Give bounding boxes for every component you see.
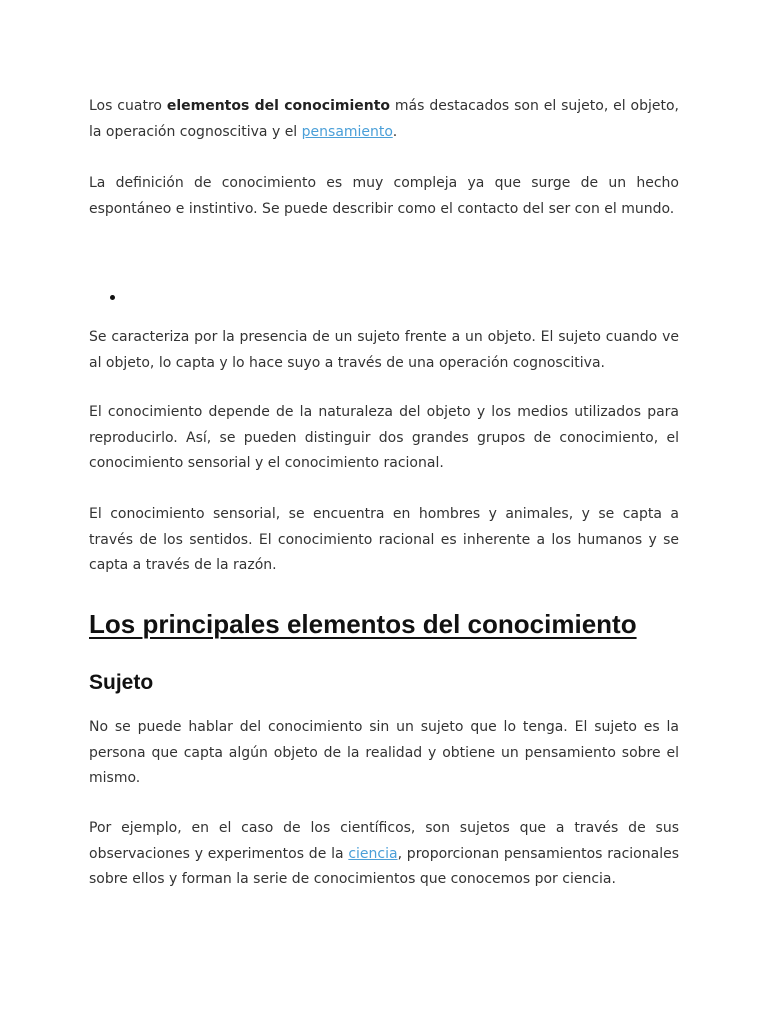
paragraph-sujeto: No se puede hablar del conocimiento sin un sujeto que lo tenga. El sujeto es la persona que capta algún objeto de la realidad y obtiene un pensamiento sobre el mismo. bbox=[89, 719, 679, 786]
paragraph-definition: La definición de conocimiento es muy compleja ya que surge de un hecho espontáneo e instintivo. Se puede describir como el contacto del ser con el mundo. bbox=[89, 175, 679, 217]
example-text-start: Por ejemplo, en el caso de los científicos, son sujetos que a través de sus observaciones y experimentos de la bbox=[89, 820, 679, 862]
subsection-heading-sujeto: Sujeto bbox=[89, 671, 154, 694]
intro-bold-term: elementos del conocimiento bbox=[166, 98, 391, 114]
bullet-point bbox=[110, 289, 118, 297]
section-heading: Los principales elementos del conocimiento bbox=[89, 609, 637, 639]
bullet-dot-icon bbox=[110, 295, 115, 300]
paragraph-example bbox=[89, 816, 679, 893]
intro-text-middle: más destacados son el sujeto, el objeto, la operación cognoscitiva y el bbox=[89, 98, 680, 140]
paragraph-sensorial: El conocimiento sensorial, se encuentra en hombres y animales, y se capta a través de los sentidos. El conocimiento racional es inherente a los humanos y se capta a través de la razón. bbox=[89, 506, 679, 573]
paragraph-characteristics: Se caracteriza por la presencia de un sujeto frente a un objeto. El sujeto cuando ve al objeto, lo capta y lo hace suyo a través de una operación cognoscitiva. bbox=[89, 329, 679, 371]
paragraph-intro bbox=[89, 94, 679, 145]
example-text-end: , proporcionan pensamientos racionales sobre ellos y forman la serie de conocimientos que conocemos por ciencia. bbox=[89, 845, 679, 887]
ciencia-link[interactable]: ciencia bbox=[348, 845, 398, 862]
pensamiento-link[interactable]: pensamiento bbox=[301, 123, 393, 140]
intro-text-start: Los cuatro bbox=[89, 98, 167, 114]
intro-text-end: . bbox=[392, 123, 398, 140]
paragraph-dependence: El conocimiento depende de la naturaleza del objeto y los medios utilizados para reproducirlo. Así, se pueden distinguir dos grandes grupos de conocimiento, el conocimiento sensorial y el conocimiento racional. bbox=[89, 404, 679, 471]
